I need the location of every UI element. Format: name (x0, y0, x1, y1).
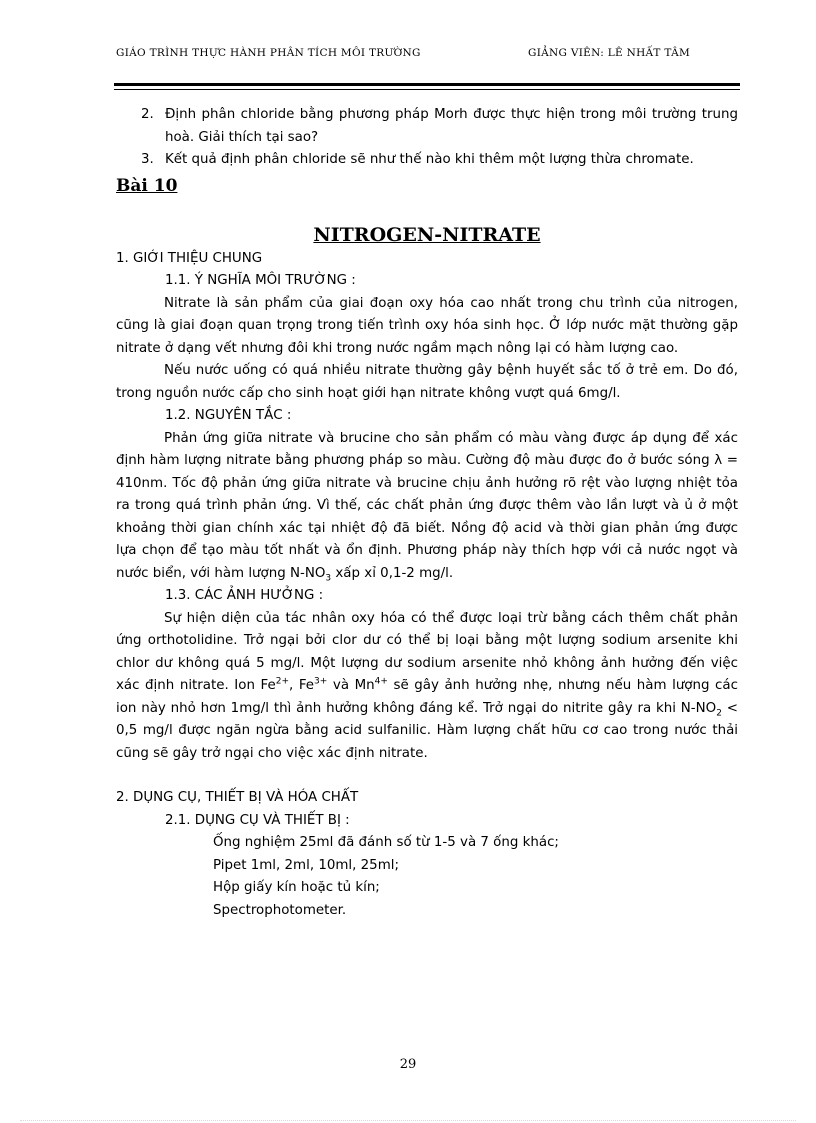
paragraph-text: Sự hiện diện của tác nhân oxy hóa có thể được loại trừ bằng cách thêm chất phản ứng orthotolidine. Trở ngại bởi clor dư có thể bị loại bằng một lượng sodium arsenite khi chlor dư không quá 5 mg/l. Một lượng dư sodium arsenite nhỏ không ảnh hưởng đến việc xác định nitrate. Ion Fe (116, 610, 738, 693)
subsection-heading: 1.1. Ý NGHĨA MÔI TRƯỜNG : (165, 273, 356, 288)
paragraph-text: xấp xỉ 0,1-2 mg/l. (331, 565, 454, 581)
page-header (116, 47, 740, 67)
paragraph-text: < 0,5 mg/l được ngăn ngừa bằng acid sulfanilic. Hàm lượng chất hữu cơ cao trong nước thải cũng sẽ gây trở ngại cho việc xác định nitrate. (116, 700, 738, 761)
subscript: 2 (716, 708, 722, 719)
superscript: 3+ (314, 676, 328, 687)
question-number: 2. (141, 107, 154, 122)
question-text: Định phân chloride bằng phương pháp Morh được thực hiện trong môi trường trung hoà. Giải thích tại sao? (165, 107, 738, 145)
lesson-label: Bài 10 (116, 175, 178, 196)
spacer (116, 765, 738, 787)
list-item: Pipet 1ml, 2ml, 10ml, 25ml; (213, 857, 399, 873)
question-text: Kết quả định phân chloride sẽ như thế nào khi thêm một lượng thừa chromate. (165, 152, 694, 167)
section-heading: 1. GIỚI THIỆU CHUNG (116, 250, 263, 266)
page-title: NITROGEN-NITRATE (313, 223, 541, 246)
question-number: 3. (141, 152, 154, 167)
list-item: Spectrophotometer. (213, 902, 347, 918)
paragraph (116, 428, 738, 586)
subscript: 3 (325, 573, 332, 584)
page-bottom-divider (20, 1120, 796, 1121)
list-item: Ống nghiệm 25ml đã đánh số từ 1-5 và 7 ống khác; (213, 835, 559, 850)
header-rule-thin (114, 89, 740, 90)
subsection-heading: 1.2. NGUYÊN TẮC : (165, 408, 292, 423)
paragraph: Nếu nước uống có quá nhiều nitrate thường gây bệnh huyết sắc tố ở trẻ em. Do đó, trong nguồn nước cấp cho sinh hoạt giới hạn nitrate không vượt quá 6mg/l. (116, 363, 738, 401)
superscript: 4+ (374, 676, 388, 687)
section-heading: 2. DỤNG CỤ, THIẾT BỊ VÀ HÓA CHẤT (116, 790, 359, 805)
question-item (116, 104, 738, 149)
paragraph-text: , Fe (289, 678, 315, 693)
paragraph-text: Phản ứng giữa nitrate và brucine cho sản phẩm có màu vàng được áp dụng để xác định hàm lượng nitrate bằng phương pháp so màu. Cường độ màu được đo ở bước sóng λ = 410nm. Tốc độ phản ứng giữa nitrate và brucine chịu ảnh hưởng rõ rệt vào lượng nhiệt tỏa ra trong quá trình phản ứng. Vì thế, các chất phản ứng được thêm vào lần lượt và ủ ở một khoảng thời gian chính xác tại nhiệt độ đã biết. Nồng độ acid và thời gian phản ứng được lựa chọn để tạo màu tốt nhất và ổn định. Phương pháp này thích hợp với cả nước ngọt và nước biển, với hàm lượng N-NO (116, 430, 738, 581)
subsection-heading: 1.3. CÁC ẢNH HƯỞNG : (165, 588, 324, 603)
header-rule-thick (114, 83, 740, 86)
paragraph: Nitrate là sản phẩm của giai đoạn oxy hóa cao nhất trong chu trình của nitrogen, cũng là giai đoạn quan trọng trong tiến trình oxy hóa sinh học. Ở lớp nước mặt thường gặp nitrate ở dạng vết nhưng đôi khi trong nước ngầm mạch nông lại có hàm lượng cao. (116, 295, 738, 356)
paragraph-text: và Mn (327, 678, 375, 693)
page-content (116, 104, 738, 922)
paragraph-text: sẽ gây ảnh hưởng nhẹ, nhưng nếu hàm lượng các ion này nhỏ hơn 1mg/l thì ảnh hưởng không đáng kể. Trở ngại do nitrite gây ra khi N-NO (116, 678, 738, 716)
list-item: Hộp giấy kín hoặc tủ kín; (213, 880, 380, 895)
page-number: 29 (399, 1057, 417, 1072)
superscript: 2+ (275, 676, 289, 687)
header-course-title: GIÁO TRÌNH THỰC HÀNH PHÂN TÍCH MÔI TRƯỜNG (116, 47, 421, 59)
subsection-heading: 2.1. DỤNG CỤ VÀ THIẾT BỊ : (165, 812, 350, 828)
paragraph (116, 608, 738, 766)
question-item (116, 149, 738, 172)
header-instructor: GIẢNG VIÊN: LÊ NHẤT TÂM (528, 47, 691, 59)
